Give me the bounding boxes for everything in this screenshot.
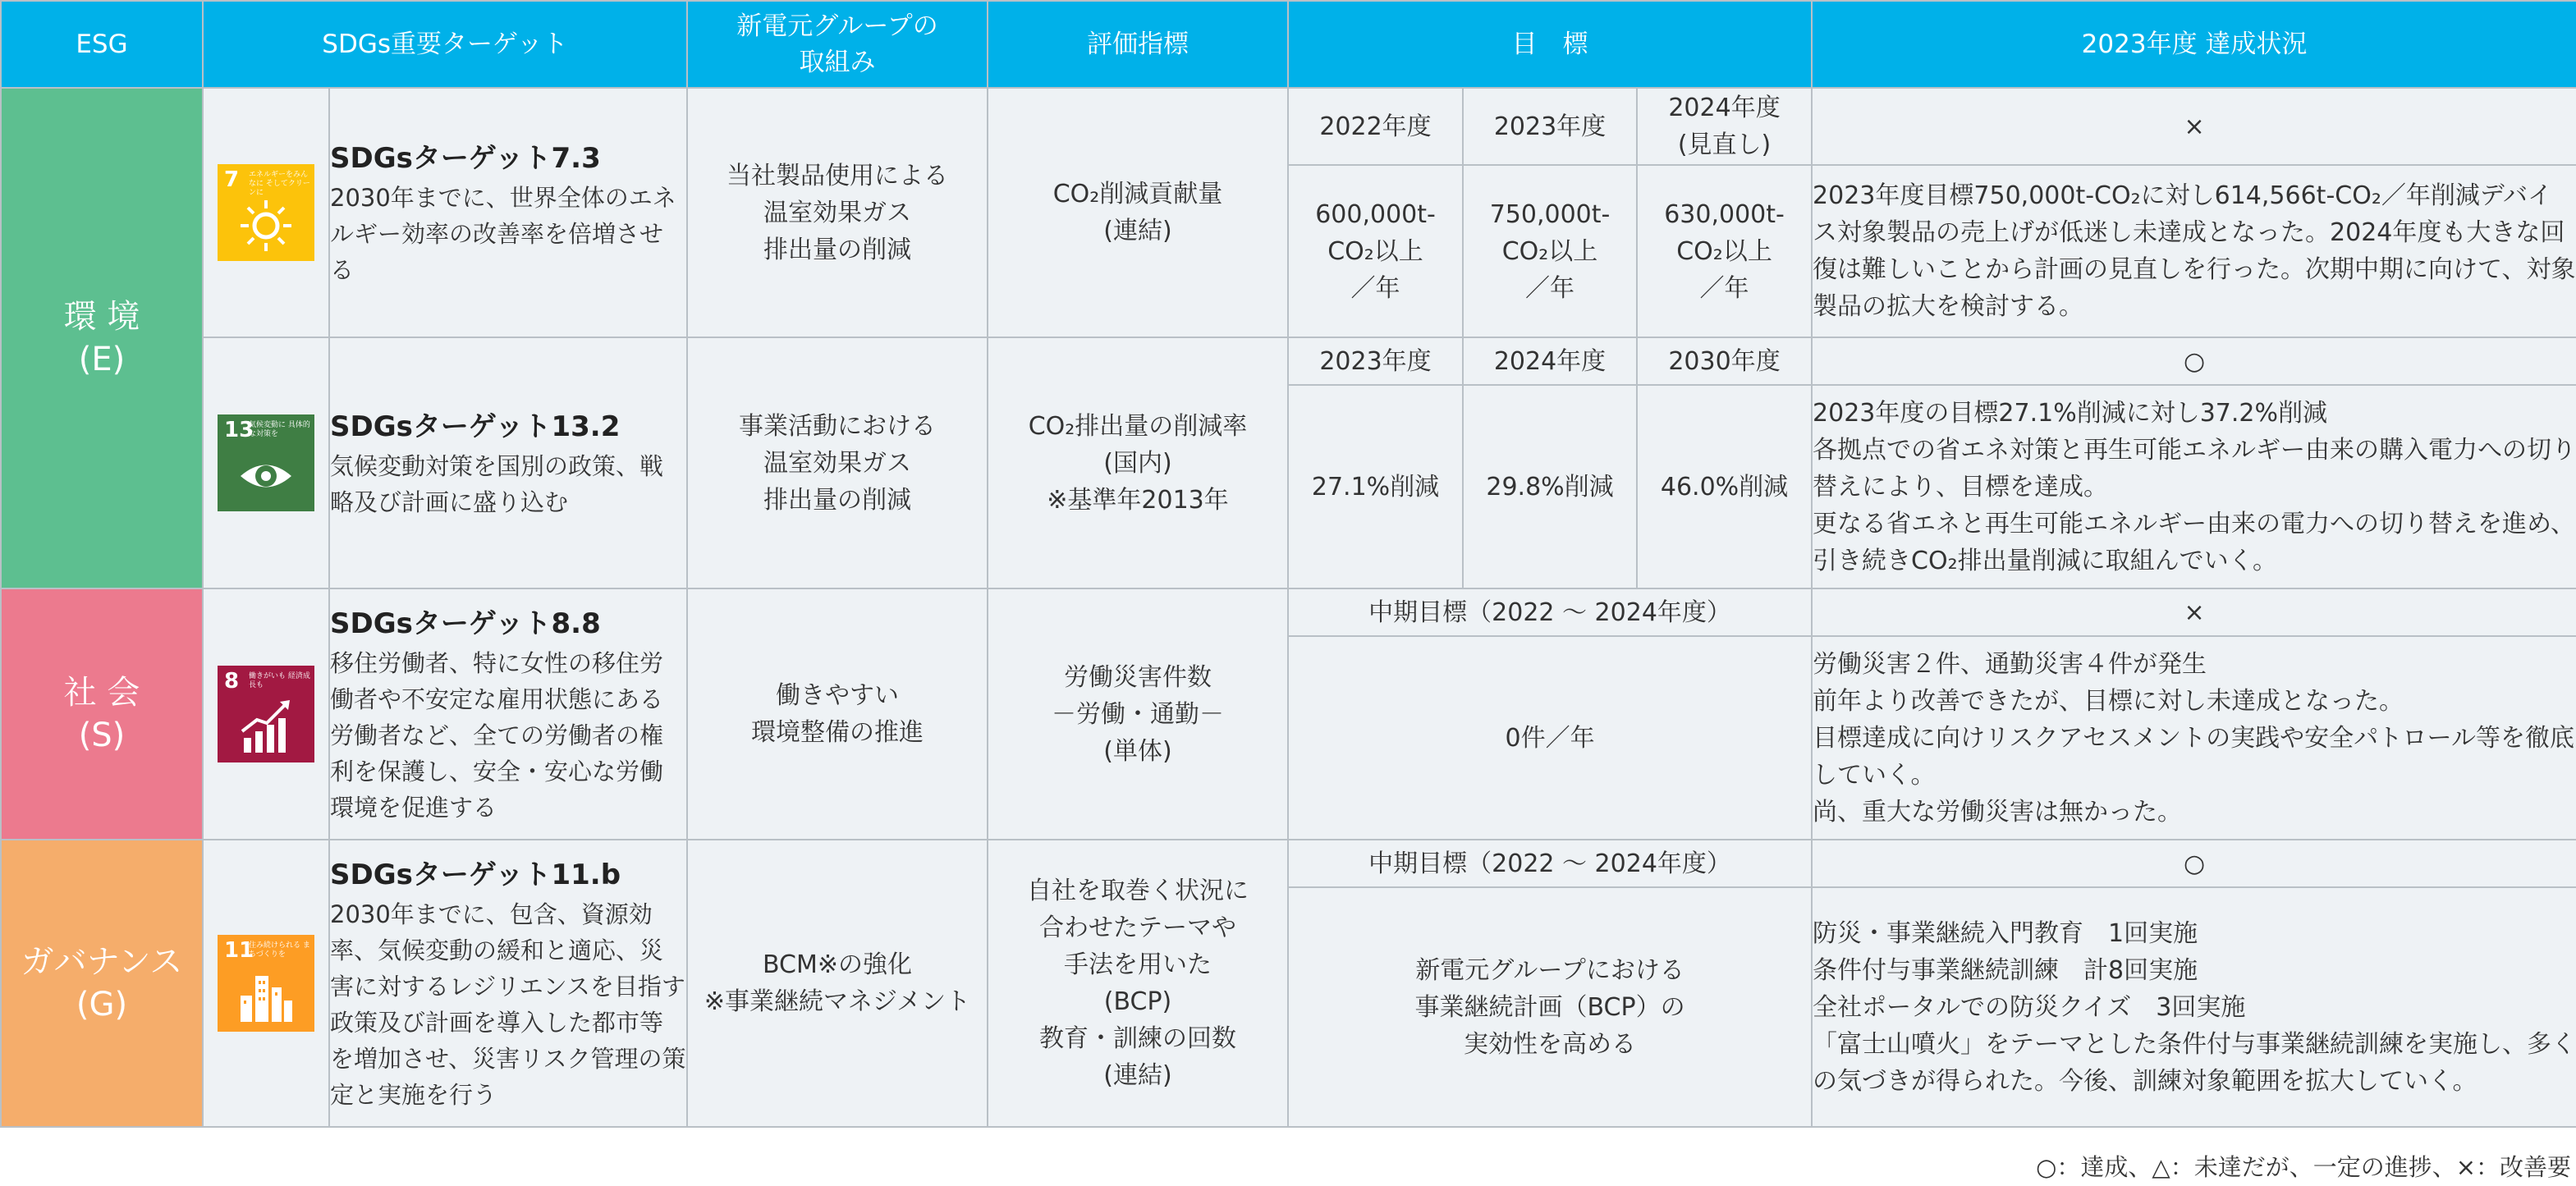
initiative-cell: BCM※の強化 ※事業継続マネジメント (687, 840, 988, 1127)
sdg-title: エネルギーをみんなに そしてクリーンに (249, 171, 310, 197)
goal-value: 新電元グループにおける 事業継続計画（BCP）の 実効性を高める (1288, 887, 1812, 1127)
header-goal: 目 標 (1288, 1, 1812, 88)
goal-value: 27.1%削減 (1288, 385, 1463, 588)
year-label: 2024年度 (見直し) (1637, 88, 1812, 165)
target-title: SDGsターゲット7.3 (330, 142, 601, 175)
initiative-cell: 当社製品使用による 温室効果ガス 排出量の削減 (687, 88, 988, 337)
period-label: 中期目標（2022 ～ 2024年度） (1288, 588, 1812, 636)
sdg-target-cell (329, 337, 687, 588)
goal-value: 0件／年 (1288, 636, 1812, 840)
status-text: 2023年度目標750,000t-CO₂に対し614,566t-CO₂／年削減デバイス対象製品の売上げが低迷し未達成となった。2024年度も大きな回復は難しいことから計画の見直しを行った。次期中期に向けて、対象製品の拡大を検討する。 (1812, 165, 2576, 337)
category-environment: 環 境 (E) (1, 88, 203, 588)
sdg-icon-cell (203, 588, 329, 840)
sdg-icon-cell (203, 88, 329, 337)
year-label: 2023年度 (1288, 337, 1463, 385)
status-text: 防災・事業継続入門教育 1回実施 条件付与事業継続訓練 計8回実施 全社ポータルでの防災クイズ 3回実施 「富士山噴火」をテーマとした条件付与事業継続訓練を実施し、多くの気づきが得られた。今後、訓練対象範囲を拡大していく。 (1812, 887, 2576, 1127)
target-title: SDGsターゲット8.8 (330, 607, 601, 640)
sdg-title: 働きがいも 経済成長も (249, 672, 310, 689)
earth-eye-icon (218, 414, 314, 511)
city-buildings-icon (218, 935, 314, 1032)
sdg-number: 13 (224, 418, 254, 442)
sdg-target-cell (329, 88, 687, 337)
achievement-mark: ○ (1812, 840, 2576, 887)
year-label: 2023年度 (1463, 88, 1637, 165)
table-row (1, 588, 2576, 636)
goal-value: 750,000t- CO₂以上 ／年 (1463, 165, 1637, 337)
indicator-cell: 労働災害件数 －労働・通勤－ (単体) (988, 588, 1288, 840)
sdg-target-cell (329, 588, 687, 840)
header-status: 2023年度 達成状況 (1812, 1, 2576, 88)
category-governance: ガバナンス (G) (1, 840, 203, 1127)
table-row (1, 337, 2576, 385)
sdg-icon-cell (203, 840, 329, 1127)
header-row (1, 1, 2576, 88)
category-social: 社 会 (S) (1, 588, 203, 840)
indicator-cell: 自社を取巻く状況に 合わせたテーマや 手法を用いた (BCP) 教育・訓練の回数 (連結) (988, 840, 1288, 1127)
achievement-mark: × (1812, 88, 2576, 165)
initiative-cell: 事業活動における 温室効果ガス 排出量の削減 (687, 337, 988, 588)
goal-value: 29.8%削減 (1463, 385, 1637, 588)
sdg-title: 気候変動に 具体的な対策を (249, 421, 310, 438)
year-label: 2030年度 (1637, 337, 1812, 385)
target-description: 気候変動対策を国別の政策、戦略及び計画に盛り込む (330, 452, 664, 516)
sdg-icon-cell (203, 337, 329, 588)
growth-chart-icon (218, 666, 314, 762)
table-row (1, 88, 2576, 165)
sun-power-icon (218, 164, 314, 261)
year-label: 2024年度 (1463, 337, 1637, 385)
sdg-number: 7 (224, 167, 240, 192)
sdg-number: 11 (224, 938, 254, 963)
target-title: SDGsターゲット13.2 (330, 410, 621, 443)
goal-value: 630,000t- CO₂以上 ／年 (1637, 165, 1812, 337)
indicator-cell: CO₂削減貢献量 (連結) (988, 88, 1288, 337)
target-description: 移住労働者、特に女性の移住労働者や不安定な雇用状態にある労働者など、全ての労働者の権利を保護し、安全・安心な労働環境を促進する (330, 649, 664, 822)
achievement-mark: ○ (1812, 337, 2576, 385)
achievement-mark: × (1812, 588, 2576, 636)
header-initiative: 新電元グループの 取組み (687, 1, 988, 88)
header-indicator: 評価指標 (988, 1, 1288, 88)
indicator-cell: CO₂排出量の削減率 (国内) ※基準年2013年 (988, 337, 1288, 588)
goal-value: 46.0%削減 (1637, 385, 1812, 588)
target-title: SDGsターゲット11.b (330, 859, 621, 891)
goal-value: 600,000t- CO₂以上 ／年 (1288, 165, 1463, 337)
target-description: 2030年までに、包含、資源効率、気候変動の緩和と適応、災害に対するレジリエンスを目指す政策及び計画を導入した都市等を増加させ、災害リスク管理の策定と実施を行う (330, 900, 686, 1109)
sdg-target-cell (329, 840, 687, 1127)
header-esg: ESG (1, 1, 203, 88)
target-description: 2030年までに、世界全体のエネルギー効率の改善率を倍増させる (330, 184, 676, 284)
year-label: 2022年度 (1288, 88, 1463, 165)
status-text: 2023年度の目標27.1%削減に対し37.2%削減 各拠点での省エネ対策と再生可能エネルギー由来の購入電力への切り替えにより、目標を達成。 更なる省エネと再生可能エネルギー由来の電力への切り替えを進め、引き続きCO₂排出量削減に取組んでいく。 (1812, 385, 2576, 588)
period-label: 中期目標（2022 ～ 2024年度） (1288, 840, 1812, 887)
table-row (1, 840, 2576, 887)
sdg-title: 住み続けられる まちづくりを (249, 941, 310, 959)
header-sdgs-target: SDGs重要ターゲット (203, 1, 687, 88)
status-text: 労働災害２件、通勤災害４件が発生 前年より改善できたが、目標に対し未達成となった。 目標達成に向けリスクアセスメントの実践や安全パトロール等を徹底していく。 尚、重大な労働災害は無かった。 (1812, 636, 2576, 840)
legend-note: ○：達成、△：未達だが、一定の進捗、×：改善要 (2036, 1153, 2571, 1181)
initiative-cell: 働きやすい 環境整備の推進 (687, 588, 988, 840)
sdg-number: 8 (224, 669, 240, 694)
